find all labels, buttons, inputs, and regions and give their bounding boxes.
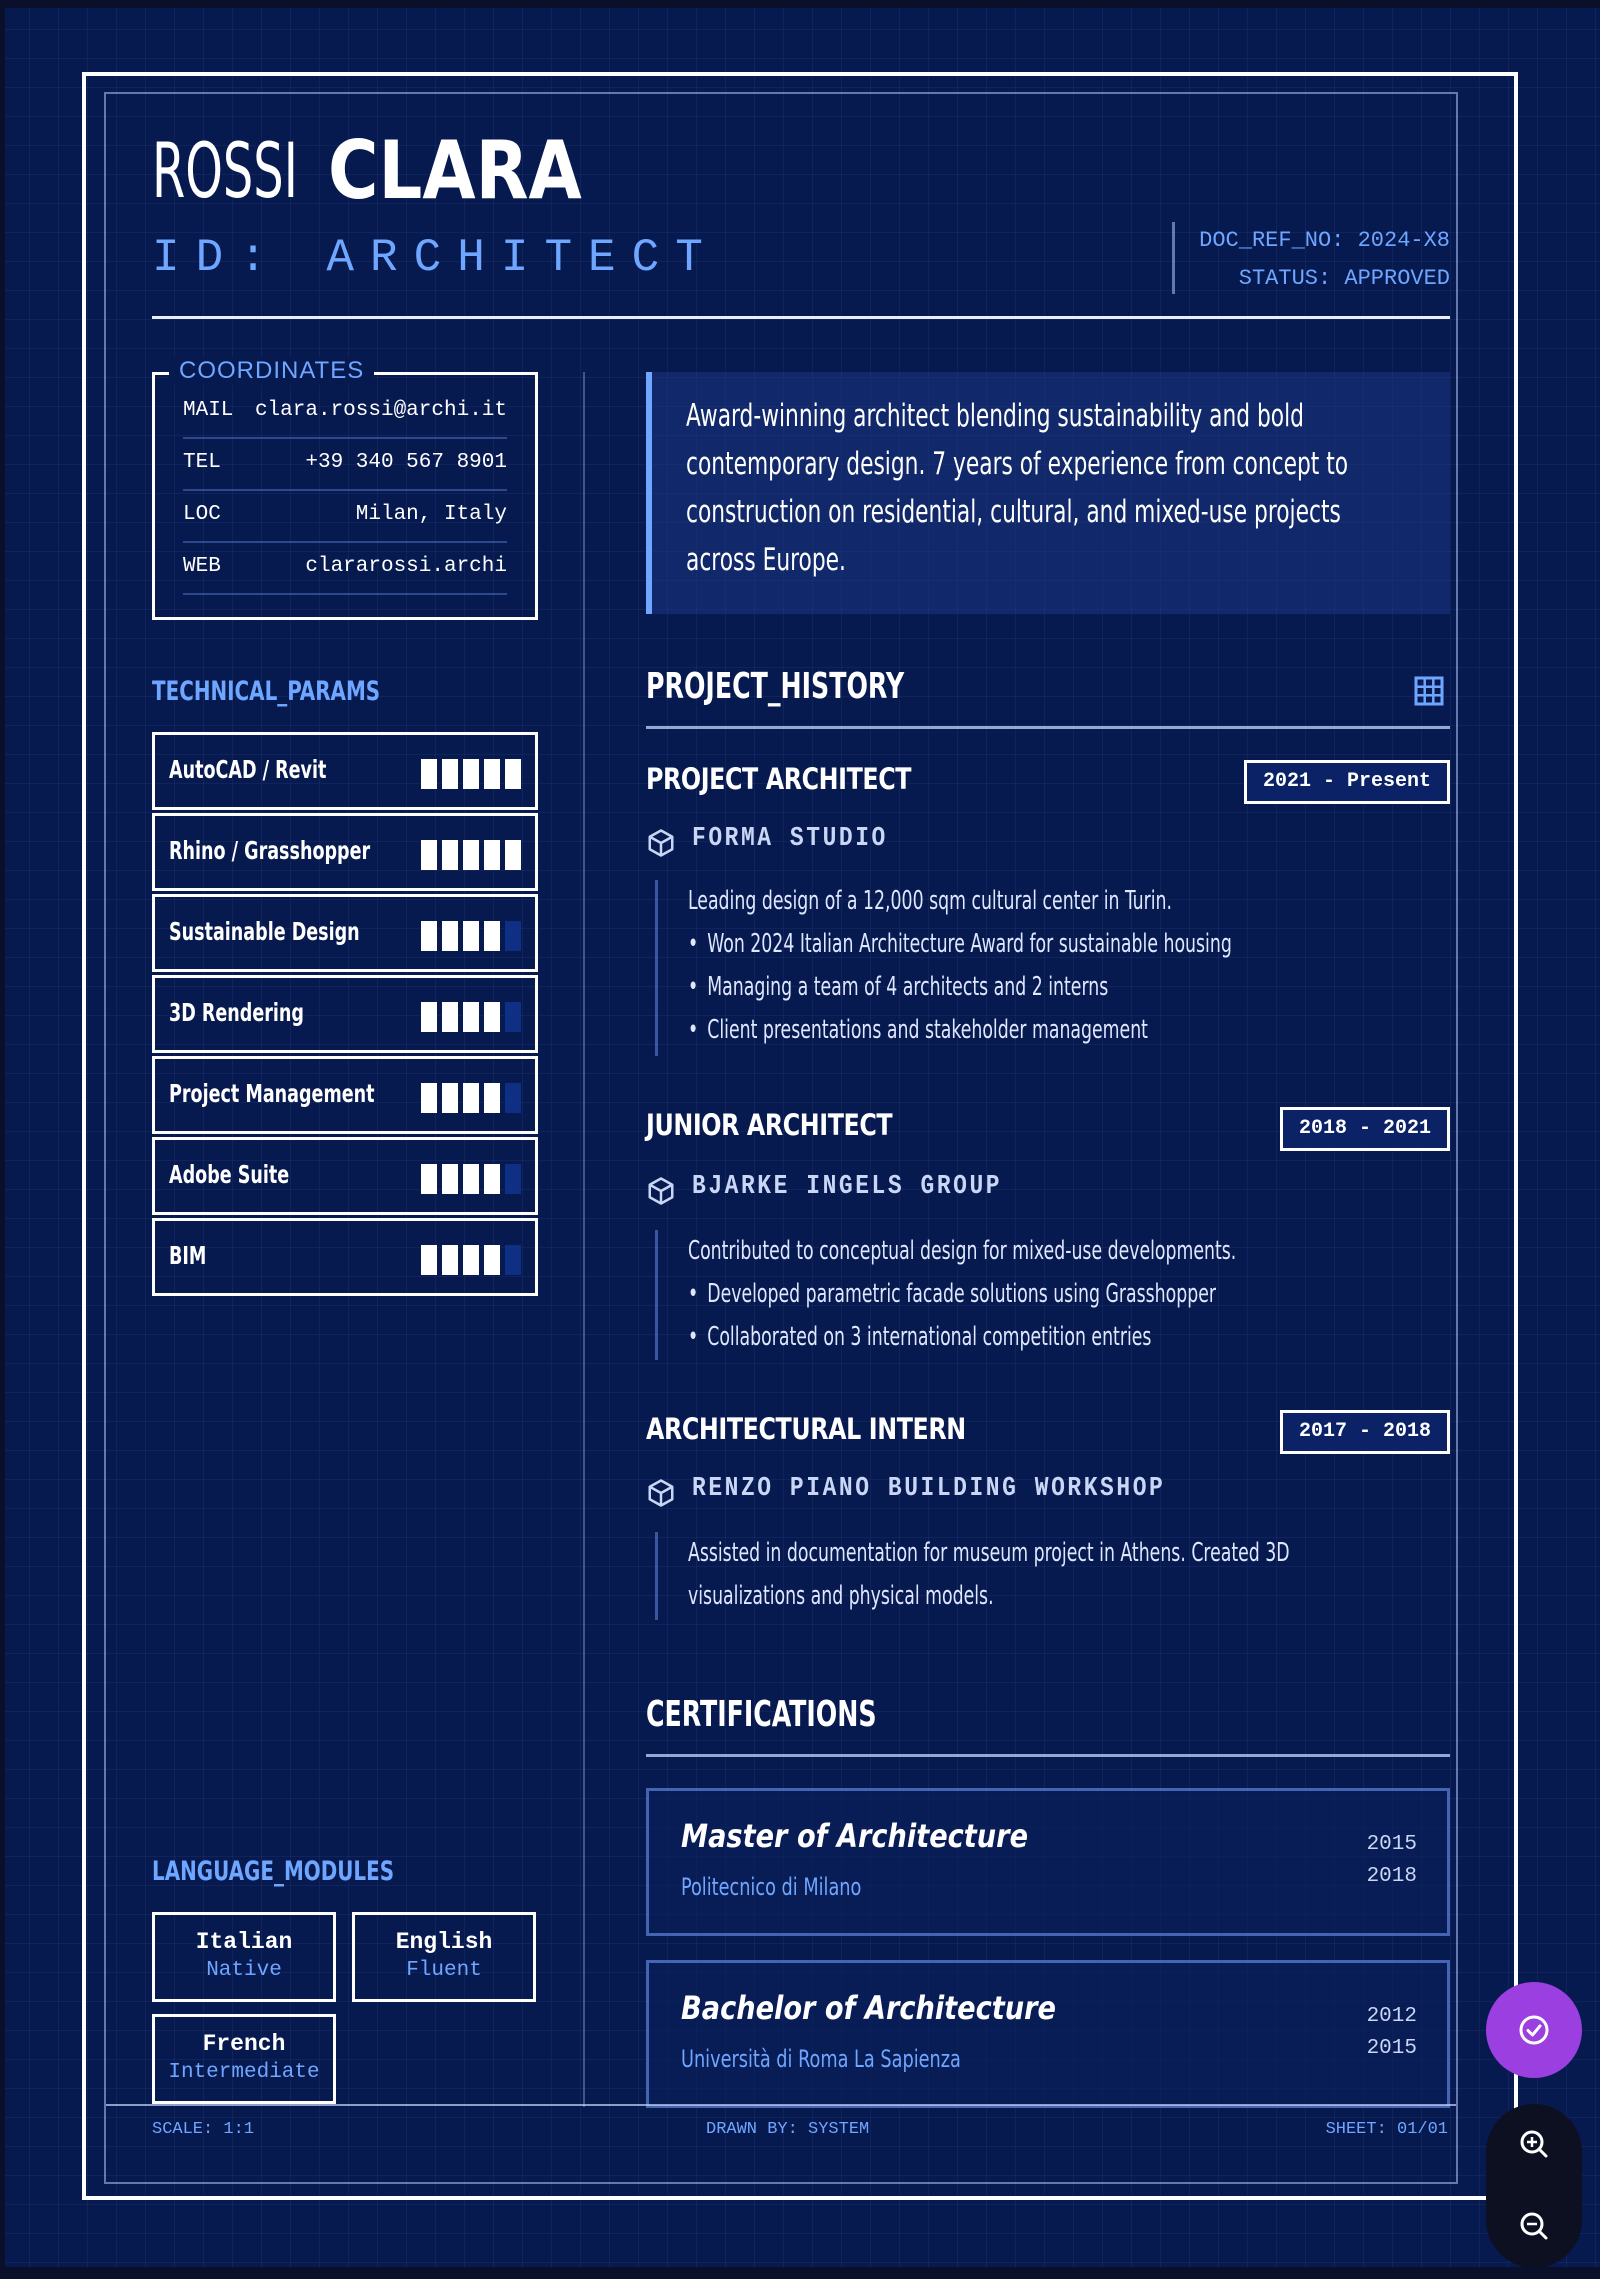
certification-end-year: 2018 (1366, 1865, 1417, 1888)
profile-summary (646, 372, 1450, 614)
window-bottom-edge (0, 2267, 1600, 2279)
skill-bar-filled (484, 921, 500, 951)
skill-bar-filled (421, 921, 437, 951)
skill-name: Sustainable Design (169, 917, 360, 946)
job-title: ARCHITECTURAL INTERN (646, 1412, 966, 1446)
certification-start-year: 2012 (1366, 2005, 1417, 2028)
skill-bar-filled (484, 1083, 500, 1113)
job-description (655, 1532, 1518, 1620)
skill-bar-filled (421, 1164, 437, 1194)
skill-bar-filled (463, 840, 479, 870)
skill-bar-filled (484, 1164, 500, 1194)
skill-bar-filled (463, 921, 479, 951)
job-date-badge: 2021 - Present (1244, 760, 1450, 804)
contact-key: WEB (183, 555, 221, 578)
skill-item (152, 975, 538, 1053)
summary-text: Award-winning architect blending sustainability and bold contemporary design. 7 years of experience from concept to construction on residential, cultural, and mixed-use projects across Europe. (686, 398, 1349, 578)
skill-bar-filled (463, 1164, 479, 1194)
language-item (152, 2014, 336, 2104)
first-name: ROSSI (152, 126, 298, 215)
skill-level-bars (421, 840, 521, 870)
language-level: Intermediate (168, 2061, 320, 2084)
technical-params-title: TECHNICAL_PARAMS (152, 676, 381, 707)
skill-item (152, 1137, 538, 1215)
contact-phone-row (183, 439, 507, 491)
contact-key: TEL (183, 451, 221, 474)
job-lead: Leading design of a 12,000 sqm cultural center in Turin. (688, 886, 1173, 916)
zoom-in-icon (1486, 2104, 1582, 2186)
skill-bar-filled (484, 759, 500, 789)
company-name: BJARKE INGELS GROUP (692, 1172, 1003, 1202)
certification-years (1367, 1829, 1417, 1893)
skill-level-bars (421, 759, 521, 789)
certifications-title: CERTIFICATIONS (646, 1694, 877, 1735)
skill-bar-filled (442, 1083, 458, 1113)
certification-title: Master of Architecture (681, 1817, 1029, 1855)
job-bullet: • Developed parametric facade solutions using Grasshopper (688, 1273, 1236, 1316)
certification-start-year: 2015 (1366, 1833, 1417, 1856)
skill-bar-filled (484, 1002, 500, 1032)
skill-bar-filled (421, 759, 437, 789)
contact-website[interactable]: clararossi.archi (305, 555, 507, 578)
company-name: RENZO PIANO BUILDING WORKSHOP (692, 1474, 1166, 1504)
skill-bar-filled (463, 759, 479, 789)
doc-ref-number: DOC_REF_NO: 2024-X8 (1199, 228, 1450, 253)
coordinates-title: COORDINATES (169, 357, 374, 385)
contact-phone[interactable]: +39 340 567 8901 (305, 451, 507, 474)
skill-name: Project Management (169, 1079, 375, 1108)
skill-item (152, 813, 538, 891)
certification-school: Università di Roma La Sapienza (681, 2045, 961, 2073)
skill-bar-filled (442, 840, 458, 870)
skill-bar-empty (505, 1083, 521, 1113)
skill-bar-filled (442, 1002, 458, 1032)
language-item (152, 1912, 336, 2002)
certification-card (646, 1788, 1450, 1936)
certifications-rule (646, 1754, 1450, 1757)
certification-end-year: 2015 (1366, 2037, 1417, 2060)
skill-bar-filled (484, 1245, 500, 1275)
skill-item (152, 732, 538, 810)
contact-location-row (183, 491, 507, 543)
skill-bar-filled (442, 921, 458, 951)
skill-bar-empty (505, 921, 521, 951)
skill-name: BIM (169, 1241, 207, 1270)
skill-bar-filled (463, 1245, 479, 1275)
footer-drawn-by: DRAWN BY: SYSTEM (706, 2120, 870, 2139)
skill-bar-filled (421, 1245, 437, 1275)
header-divider (1172, 222, 1175, 294)
skill-bar-filled (484, 840, 500, 870)
contact-location: Milan, Italy (355, 503, 507, 526)
language-item (352, 1912, 536, 2002)
last-name: CLARA (328, 124, 582, 217)
project-history-title: PROJECT_HISTORY (646, 666, 905, 707)
language-name: Italian (195, 1929, 293, 1955)
certification-school: Politecnico di Milano (681, 1873, 862, 1901)
skill-bar-empty (505, 1245, 521, 1275)
language-name: French (202, 2031, 286, 2057)
header-rule (152, 316, 1450, 319)
job-date-badge: 2017 - 2018 (1280, 1410, 1450, 1454)
skill-item (152, 1056, 538, 1134)
project-history-rule (646, 726, 1450, 729)
skill-name: Rhino / Grasshopper (169, 836, 371, 865)
contact-key: MAIL (183, 399, 234, 422)
skill-bar-empty (505, 1002, 521, 1032)
check-circle-icon (1486, 1982, 1582, 2078)
skill-bar-filled (442, 759, 458, 789)
job-description (655, 1230, 1429, 1360)
contact-email-row (183, 387, 507, 439)
job-description (655, 880, 1423, 1056)
skill-level-bars (421, 1083, 521, 1113)
zoom-controls (1486, 2104, 1582, 2268)
skill-bar-filled (421, 1083, 437, 1113)
footer-sheet: SHEET: 01/01 (1325, 2120, 1448, 2139)
certification-card (646, 1960, 1450, 2108)
cube-icon (646, 828, 676, 858)
skill-item (152, 894, 538, 972)
skill-bar-filled (421, 840, 437, 870)
job-lead: Contributed to conceptual design for mixed-use developments. (688, 1236, 1237, 1266)
cube-icon (646, 1176, 676, 1206)
column-divider (583, 372, 585, 2107)
zoom-out-icon (1486, 2186, 1582, 2268)
certification-years (1367, 2001, 1417, 2065)
skill-bar-filled (442, 1245, 458, 1275)
skill-name: Adobe Suite (169, 1160, 290, 1189)
zoom-in-button[interactable] (1486, 2104, 1582, 2186)
job-bullet: • Won 2024 Italian Architecture Award for sustainable housing (688, 923, 1232, 966)
footer-rule (106, 2104, 1456, 2106)
footer-scale: SCALE: 1:1 (152, 2120, 255, 2139)
skill-level-bars (421, 1245, 521, 1275)
skill-bar-filled (421, 1002, 437, 1032)
skill-bar-empty (505, 1164, 521, 1194)
job-bullet: • Managing a team of 4 architects and 2 interns (688, 966, 1232, 1009)
job-title: JUNIOR ARCHITECT (646, 1108, 893, 1142)
job-title: PROJECT ARCHITECT (646, 762, 912, 796)
language-name: English (395, 1929, 493, 1955)
window-top-edge (0, 0, 1600, 8)
contact-website-row (183, 543, 507, 595)
skill-level-bars (421, 1164, 521, 1194)
job-lead: Assisted in documentation for museum project in Athens. Created 3D visualizations and physical models. (688, 1538, 1290, 1611)
certification-title: Bachelor of Architecture (681, 1989, 1056, 2027)
grid-icon (1414, 676, 1444, 706)
language-level: Native (206, 1959, 282, 1982)
skill-level-bars (421, 921, 521, 951)
job-bullet: • Collaborated on 3 international competition entries (688, 1316, 1236, 1359)
skill-bar-filled (505, 759, 521, 789)
skill-bar-filled (463, 1002, 479, 1032)
language-modules-title: LANGUAGE_MODULES (152, 1856, 395, 1887)
approve-fab-button[interactable] (1486, 1982, 1582, 2078)
contact-email[interactable]: clara.rossi@archi.it (254, 399, 507, 422)
job-date-badge: 2018 - 2021 (1280, 1107, 1450, 1151)
contact-key: LOC (183, 503, 221, 526)
language-level: Fluent (406, 1959, 482, 1982)
document-meta (1199, 222, 1450, 298)
role-title: ID: ARCHITECT (152, 232, 719, 284)
skill-name: 3D Rendering (169, 998, 304, 1027)
zoom-out-button[interactable] (1486, 2186, 1582, 2268)
skill-bar-filled (442, 1164, 458, 1194)
skill-name: AutoCAD / Revit (169, 755, 327, 784)
skills-list (152, 732, 538, 1299)
company-name: FORMA STUDIO (692, 824, 888, 854)
window-left-edge (0, 0, 5, 2279)
skill-level-bars (421, 1002, 521, 1032)
skill-bar-filled (463, 1083, 479, 1113)
cube-icon (646, 1478, 676, 1508)
doc-status: STATUS: APPROVED (1238, 266, 1450, 291)
coordinates-box (152, 357, 538, 620)
skill-item (152, 1218, 538, 1296)
skill-bar-filled (505, 840, 521, 870)
job-bullet: • Client presentations and stakeholder management (688, 1009, 1232, 1052)
